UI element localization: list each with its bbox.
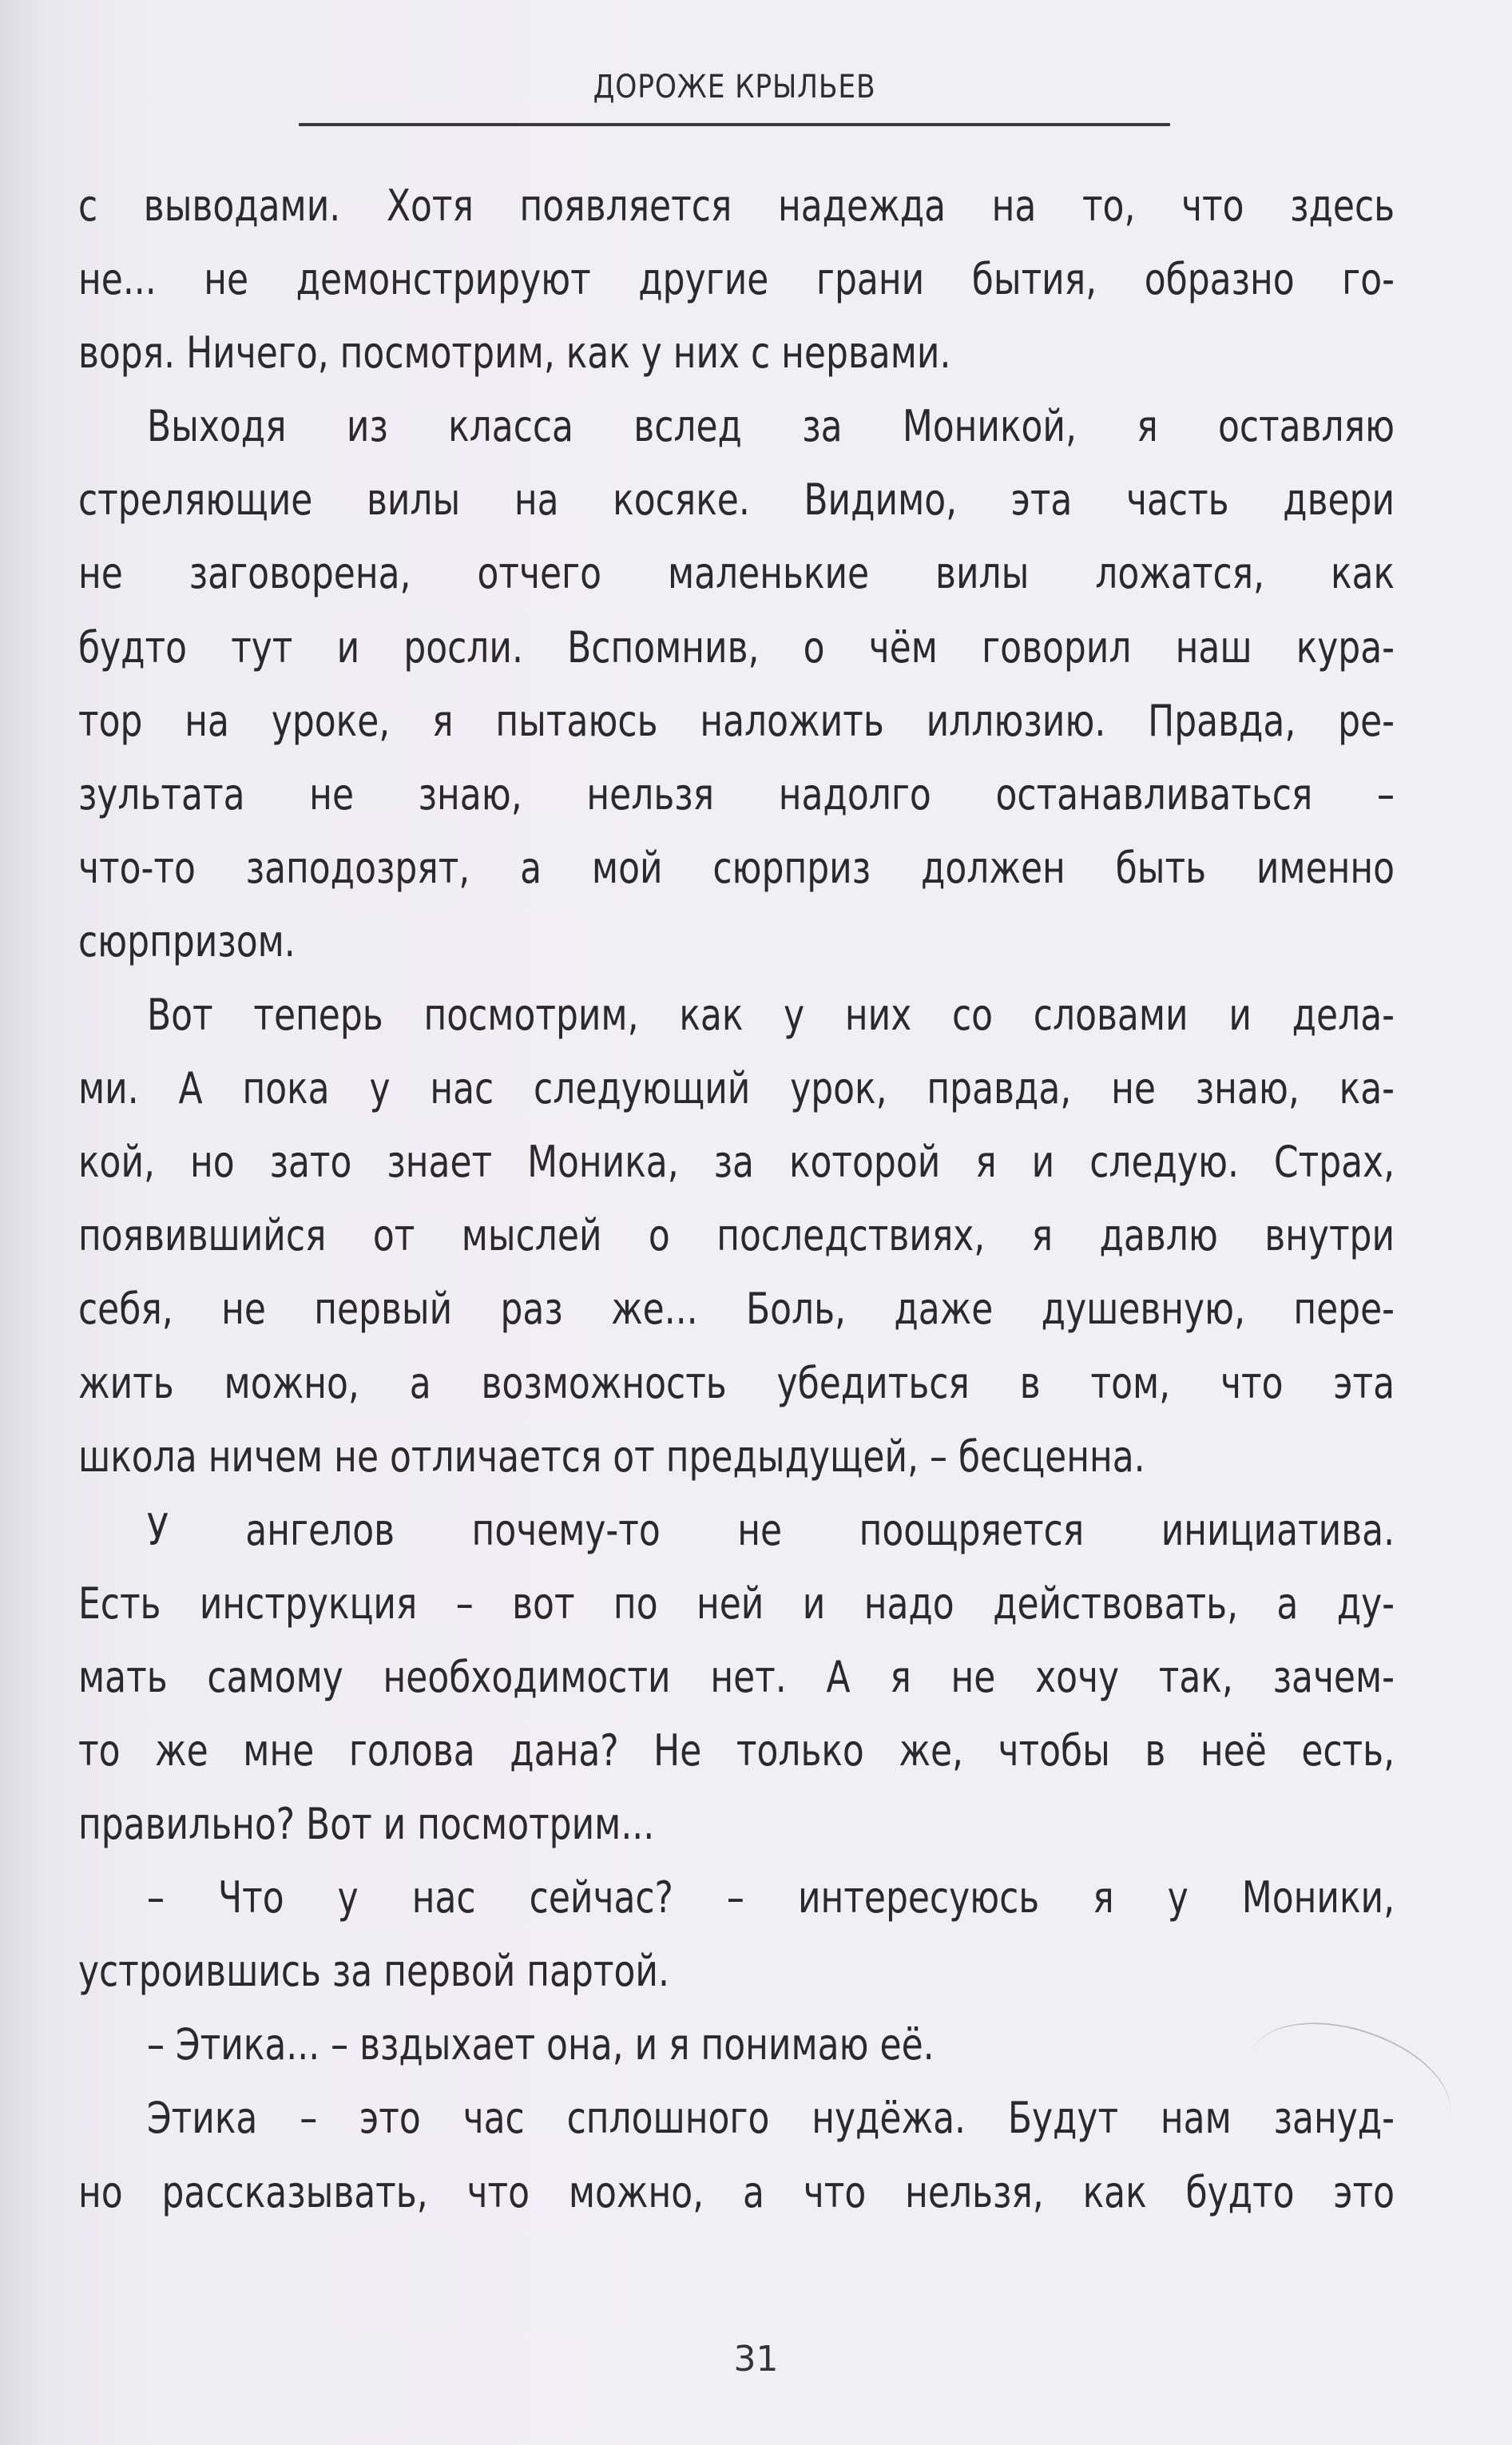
text-line: жить можно, а возможность убедиться в том, что эта <box>78 1357 1395 1408</box>
text-line: устроившись за первой партой. <box>78 1946 669 1997</box>
header-rule-divider <box>299 123 1170 126</box>
dialogue-line: – Что у нас сейчас? – интересуюсь я у Моники, <box>146 1872 1395 1923</box>
text-line: появившийся от мыслей о последствиях, я давлю внутри <box>78 1210 1395 1261</box>
text-line: с выводами. Хотя появляется надежда на то, что здесь <box>78 181 1395 231</box>
paragraph-first-line: У ангелов почему-то не поощряется инициатива. <box>146 1504 1395 1555</box>
text-line: стреляющие вилы на косяке. Видимо, эта часть двери <box>78 474 1395 526</box>
text-line: то же мне голова дана? Не только же, чтобы в неё есть, <box>78 1725 1395 1776</box>
text-line: правильно? Вот и посмотрим... <box>78 1799 655 1850</box>
text-line: что-то заподозрят, а мой сюрприз должен быть именно <box>78 842 1395 893</box>
text-line: тор на уроке, я пытаюсь наложить иллюзию. Правда, ре- <box>78 695 1395 746</box>
text-line: не заговорена, отчего маленькие вилы ложатся, как <box>78 548 1395 599</box>
text-line: себя, не первый раз же... Боль, даже душевную, пере- <box>78 1284 1395 1335</box>
text-line: воря. Ничего, посмотрим, как у них с нервами. <box>78 327 951 379</box>
text-line: не... не демонстрируют другие грани бытия, образно го- <box>78 254 1395 305</box>
text-line: зультата не знаю, нельзя надолго останавливаться – <box>78 768 1395 820</box>
text-line: школа ничем не отличается от предыдущей, – бесценна. <box>78 1431 1145 1482</box>
paragraph-first-line: Этика – это час сплошного нудёжа. Будут нам зануд- <box>146 2093 1395 2144</box>
running-head: ДОРОЖЕ КРЫЛЬЕВ <box>593 69 876 105</box>
page-number: 31 <box>733 2339 779 2380</box>
text-line: мать самому необходимости нет. А я не хочу так, зачем- <box>78 1651 1395 1702</box>
text-line: будто тут и росли. Вспомнив, о чём говорил наш кура- <box>78 621 1395 673</box>
body-text <box>78 169 1395 2229</box>
paragraph-first-line: Выходя из класса вслед за Моникой, я оставляю <box>146 401 1395 452</box>
text-line: Есть инструкция – вот по ней и надо действовать, а ду- <box>78 1578 1395 1629</box>
paragraph-first-line: Вот теперь посмотрим, как у них со словами и дела- <box>146 990 1395 1041</box>
text-line: сюрпризом. <box>78 915 296 966</box>
text-line: кой, но зато знает Моника, за которой я и следую. Страх, <box>78 1137 1395 1188</box>
dialogue-line: – Этика... – вздыхает она, и я понимаю её. <box>146 2019 935 2070</box>
text-line: ми. А пока у нас следующий урок, правда, не знаю, ка- <box>78 1063 1395 1114</box>
text-line: но рассказывать, что можно, а что нельзя, как будто это <box>78 2166 1395 2217</box>
